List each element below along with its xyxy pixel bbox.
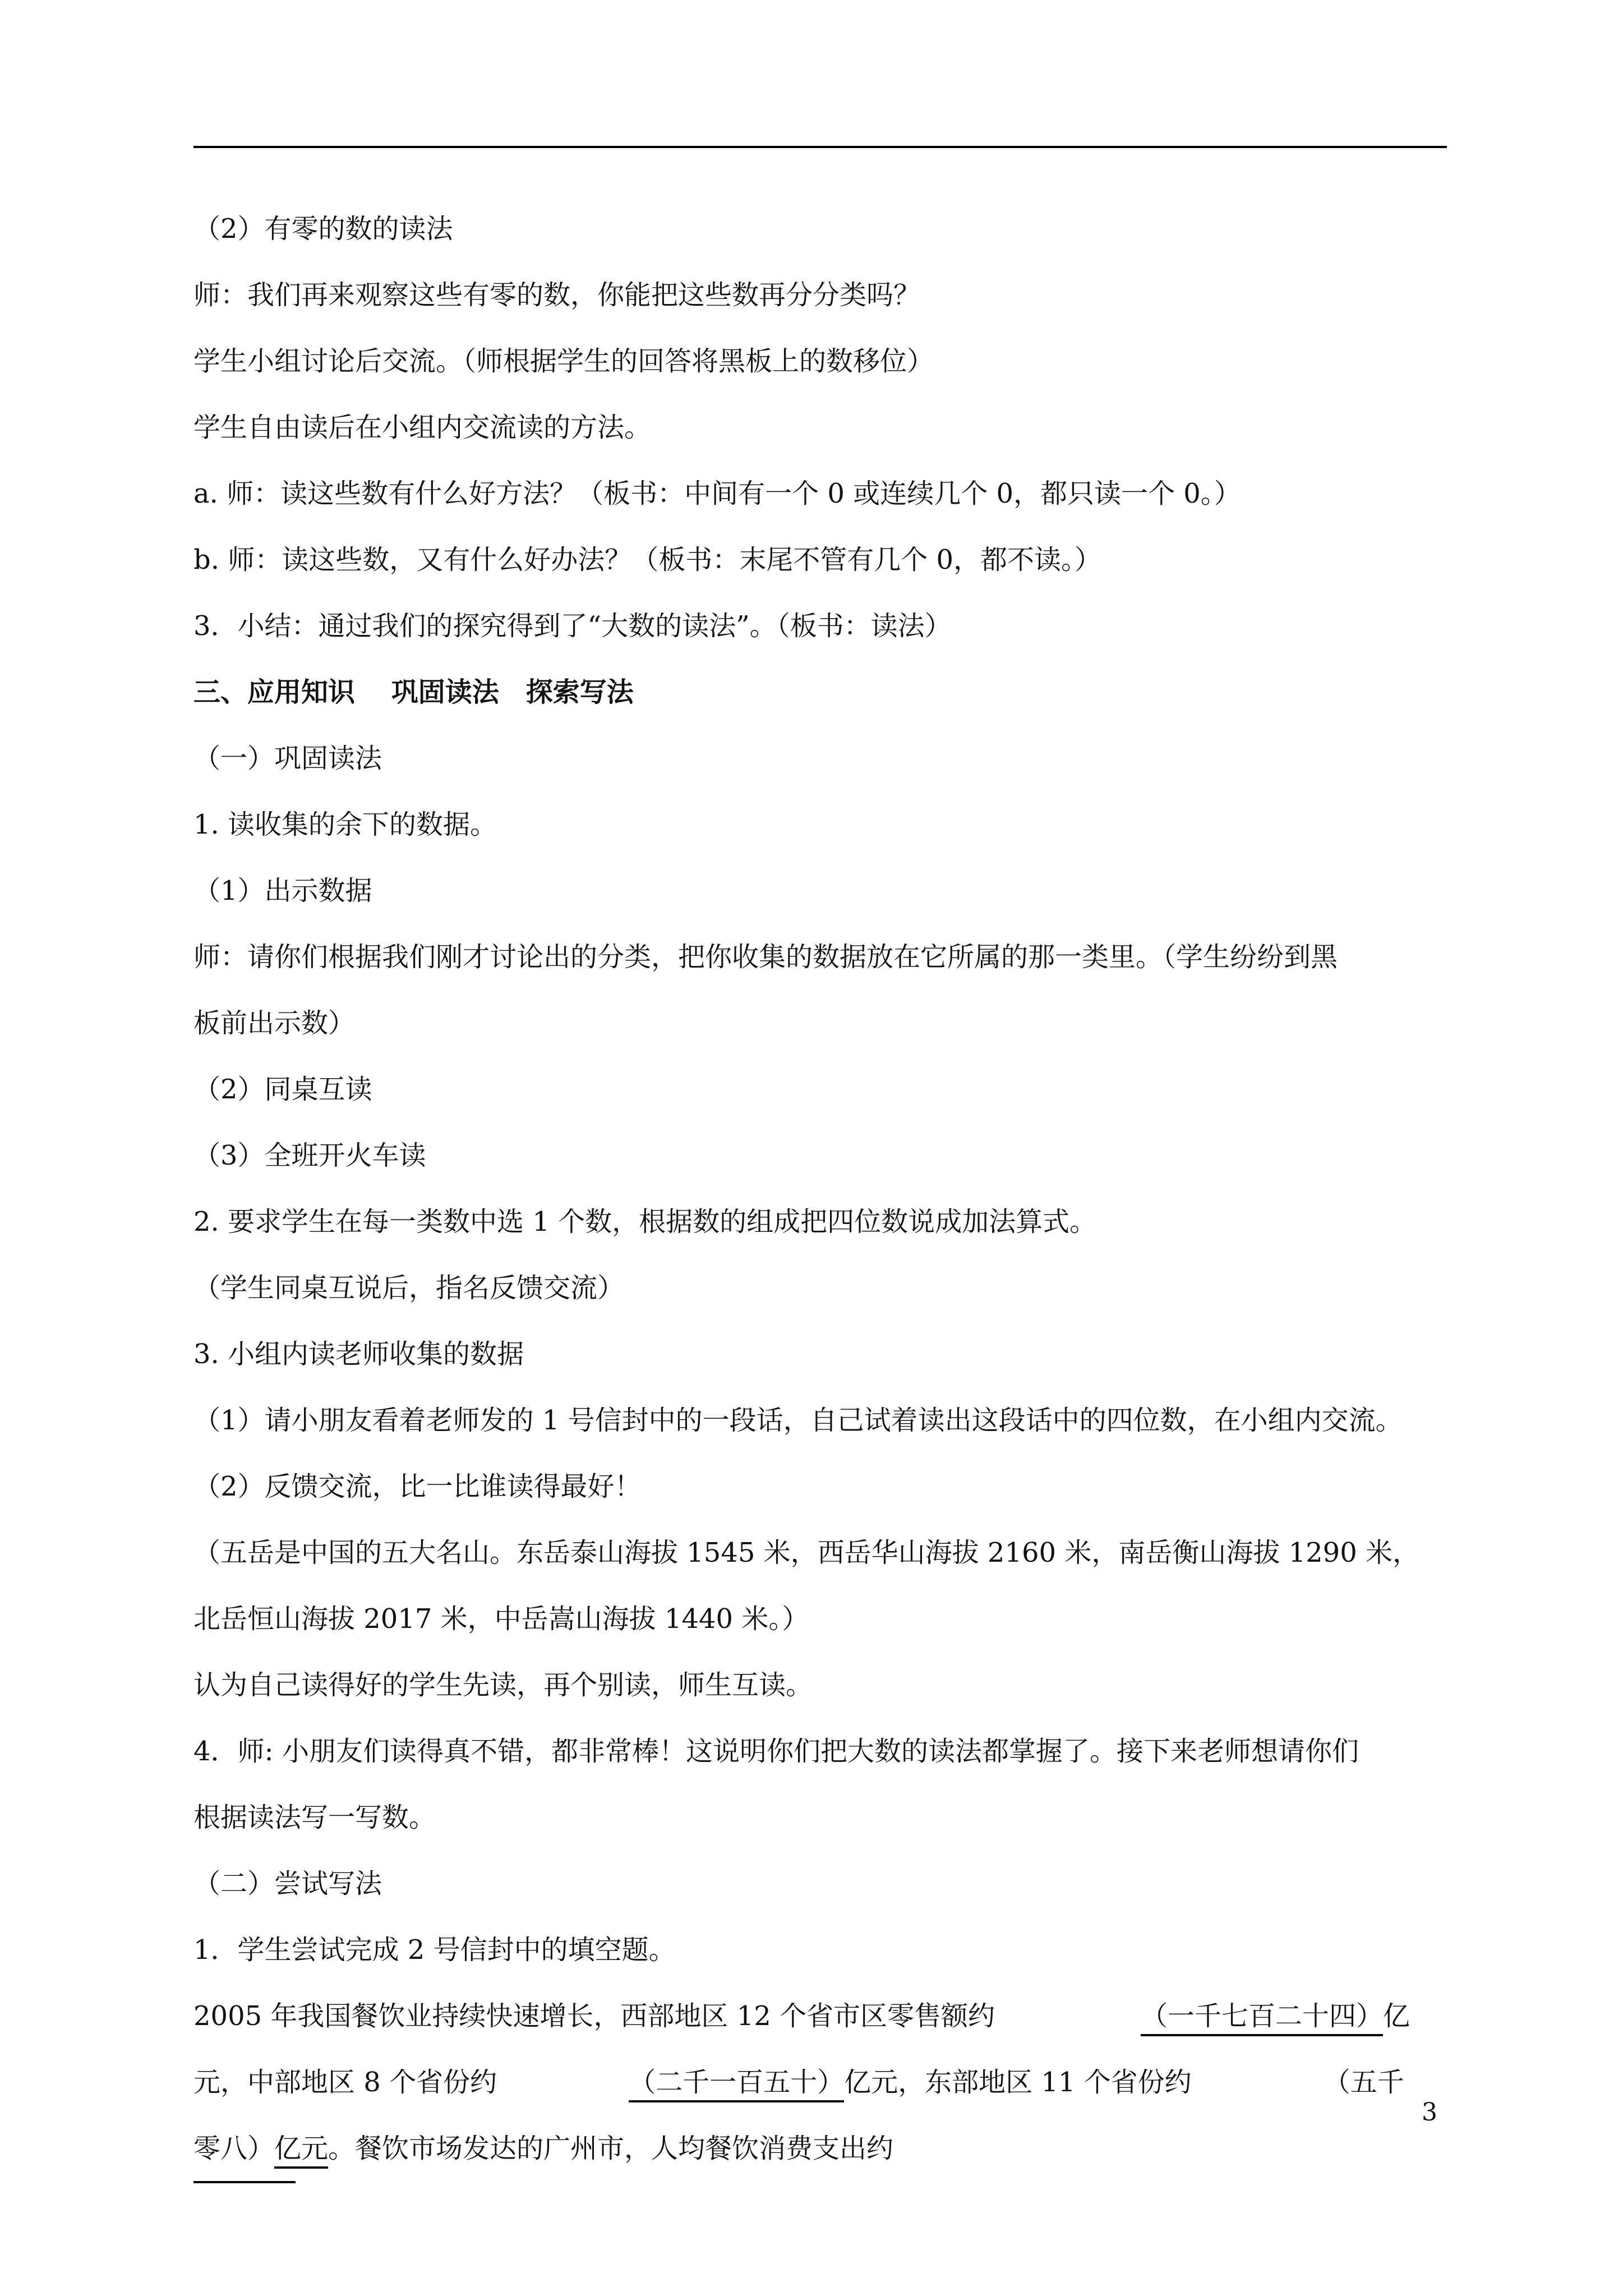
text-line: 师：请你们根据我们刚才讨论出的分类，把你收集的数据放在它所属的那一类里。（学生纷纷到黑 xyxy=(193,941,1338,973)
fill-text: 亿 xyxy=(1383,2000,1410,2032)
text-line: 3. 小组内读老师收集的数据 xyxy=(193,1338,524,1370)
text-line: 根据读法写一写数。 xyxy=(193,1802,436,1833)
fill-answer: （一千七百二十四） xyxy=(1141,2000,1383,2036)
text-line: （2）反馈交流，比一比谁读得最好！ xyxy=(193,1471,642,1502)
text-line: 学生自由读后在小组内交流读的方法。 xyxy=(193,412,652,443)
text-line: 1．学生尝试完成 2 号信封中的填空题。 xyxy=(193,1934,676,1966)
text-line: 板前出示数） xyxy=(193,1007,356,1039)
text-line: 4．师: 小朋友们读得真不错，都非常棒！这说明你们把大数的读法都掌握了。接下来老师想请你们 xyxy=(193,1736,1359,1767)
fill-text: 元，中部地区 8 个省份约 xyxy=(193,2067,497,2098)
fill-answer: （二千一百五十） xyxy=(629,2067,844,2102)
text-line: （二）尝试写法 xyxy=(193,1868,382,1899)
fill-text: 2005 年我国餐饮业持续快速增长，西部地区 12 个省市区零售额约 xyxy=(193,2000,995,2032)
text-line: 师：我们再来观察这些有零的数，你能把这些数再分分类吗？ xyxy=(193,279,921,311)
text-line: （2）同桌互读 xyxy=(193,1074,372,1105)
fill-text: 。餐饮市场发达的广州市，人均餐饮消费支出约 xyxy=(328,2133,894,2164)
text-line: （1）请小朋友看着老师发的 1 号信封中的一段话，自己试着读出这段话中的四位数，在小组内交流。 xyxy=(193,1405,1403,1436)
fill-text: 零八） xyxy=(193,2133,275,2164)
text-line: 北岳恒山海拔 2017 米，中岳嵩山海拔 1440 米。） xyxy=(193,1603,809,1635)
page-number: 3 xyxy=(1422,2098,1437,2127)
text-line: 学生小组讨论后交流。（师根据学生的回答将黑板上的数移位） xyxy=(193,346,934,377)
text-line: （五岳是中国的五大名山。东岳泰山海拔 1545 米，西岳华山海拔 2160 米，南岳衡山海拔 1290 米， xyxy=(193,1537,1420,1568)
fill-line-1 xyxy=(193,1996,1447,2062)
fill-text: （五千 xyxy=(1323,2067,1404,2098)
fill-line-2 xyxy=(193,2062,1447,2128)
text-line: 1. 读收集的余下的数据。 xyxy=(193,809,497,840)
footer-rule xyxy=(193,2181,296,2183)
text-line: a. 师：读这些数有什么好方法？（板书：中间有一个 0 或连续几个 0，都只读一个 0。） xyxy=(193,478,1241,509)
text-line: 3．小结：通过我们的探究得到了“大数的读法”。（板书：读法） xyxy=(193,610,952,642)
text-line: （1）出示数据 xyxy=(193,875,372,907)
text-line: （一）巩固读法 xyxy=(193,743,382,774)
document-body xyxy=(193,209,1447,2194)
text-line: b. 师：读这些数，又有什么好办法？（板书：末尾不管有几个 0，都不读。） xyxy=(193,544,1102,576)
fill-answer: 亿元 xyxy=(274,2133,328,2169)
fill-text: 亿元，东部地区 11 个省份约 xyxy=(844,2067,1192,2098)
header-rule xyxy=(193,146,1447,148)
text-line: 2. 要求学生在每一类数中选 1 个数，根据数的组成把四位数说成加法算式。 xyxy=(193,1206,1097,1237)
text-line: （3）全班开火车读 xyxy=(193,1140,426,1171)
text-line: （学生同桌互说后，指名反馈交流） xyxy=(193,1272,625,1304)
text-line: （2）有零的数的读法 xyxy=(193,213,453,245)
fill-line-3 xyxy=(193,2128,1447,2194)
section-heading: 三、应用知识 巩固读法 探索写法 xyxy=(193,677,634,708)
text-line: 认为自己读得好的学生先读，再个别读，师生互读。 xyxy=(193,1669,813,1701)
